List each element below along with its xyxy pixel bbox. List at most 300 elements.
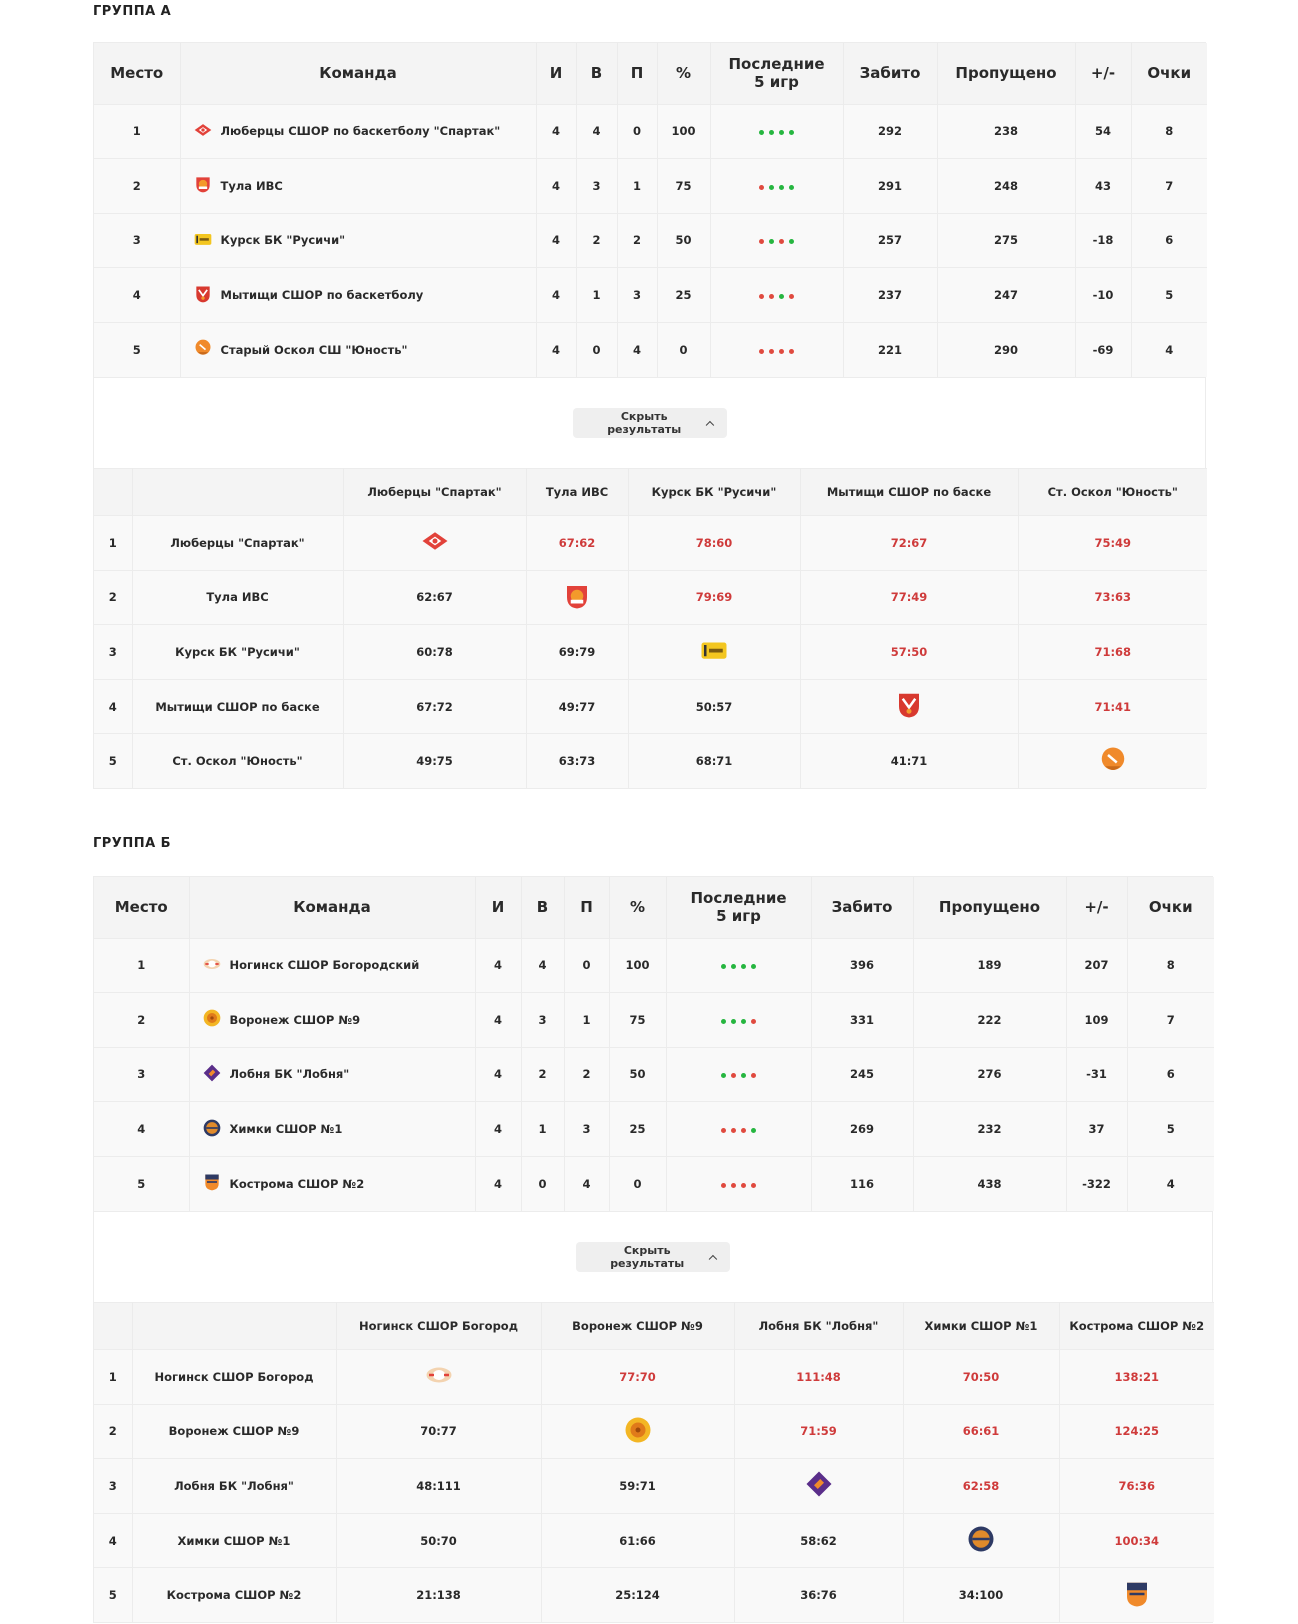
pct-cell: 50 <box>657 213 710 268</box>
crosstable-score-cell[interactable]: 36:76 <box>734 1568 903 1623</box>
header-wins[interactable]: В <box>576 43 617 104</box>
team-cell[interactable] <box>189 993 475 1048</box>
oskol-logo-icon <box>193 338 213 361</box>
win-dot-icon <box>779 130 784 135</box>
crosstable-header-col-2: Воронеж СШОР №9 <box>541 1302 734 1349</box>
loss-dot-icon <box>741 1128 746 1133</box>
team-cell[interactable] <box>180 213 536 268</box>
diff-cell: -10 <box>1075 268 1131 323</box>
conceded-cell: 275 <box>937 213 1075 268</box>
crosstable-score-cell[interactable]: 67:72 <box>343 679 526 734</box>
crosstable-score-cell[interactable]: 70:50 <box>903 1349 1059 1404</box>
voronezh-logo-icon <box>623 1415 653 1448</box>
loss-dot-icon <box>769 349 774 354</box>
crosstable-score-cell[interactable]: 49:77 <box>526 679 628 734</box>
loss-dot-icon <box>751 1073 756 1078</box>
pct-cell: 0 <box>609 1156 666 1211</box>
crosstable-row-team[interactable]: Курск БК "Русичи" <box>132 625 343 680</box>
diff-cell: 207 <box>1066 938 1127 993</box>
team-name[interactable]: Тула ИВС <box>220 178 283 193</box>
crosstable-header-team <box>132 468 343 515</box>
games-cell: 4 <box>536 159 576 214</box>
crosstable-score-cell[interactable]: 50:57 <box>628 679 800 734</box>
win-dot-icon <box>789 130 794 135</box>
wins-cell: 0 <box>521 1156 564 1211</box>
header-pct[interactable]: % <box>657 43 710 104</box>
points-cell: 7 <box>1127 993 1214 1048</box>
win-dot-icon <box>751 1128 756 1133</box>
crosstable-score-cell[interactable]: 63:73 <box>526 734 628 789</box>
last5-cell <box>710 268 843 323</box>
header-conceded[interactable]: Пропущено <box>937 43 1075 104</box>
loss-dot-icon <box>789 294 794 299</box>
crosstable-score-cell[interactable]: 77:49 <box>800 570 1018 625</box>
table-row[interactable] <box>94 268 1207 323</box>
chevron-up-icon <box>706 421 714 429</box>
crosstable-header-num <box>94 1302 132 1349</box>
crosstable-row-team[interactable]: Мытищи СШОР по баске <box>132 679 343 734</box>
last5-cell <box>666 938 811 993</box>
losses-cell: 0 <box>564 938 609 993</box>
pct-cell: 25 <box>657 268 710 323</box>
crosstable-row <box>94 1459 1214 1514</box>
crosstable-row-num: 2 <box>94 1404 132 1459</box>
loss-dot-icon <box>779 349 784 354</box>
games-cell: 4 <box>536 322 576 377</box>
place-cell: 2 <box>94 159 180 214</box>
scored-cell: 331 <box>811 993 913 1048</box>
voronezh-logo-icon <box>202 1008 222 1031</box>
tula-logo-icon <box>193 174 213 197</box>
conceded-cell: 238 <box>937 104 1075 159</box>
last5-cell <box>710 213 843 268</box>
crosstable-score-cell[interactable]: 61:66 <box>541 1513 734 1568</box>
crosstable-row-num: 5 <box>94 1568 132 1623</box>
table-row[interactable] <box>94 993 1214 1048</box>
crosstable-score-cell[interactable]: 75:49 <box>1018 515 1207 570</box>
team-name[interactable]: Ногинск СШОР Богородский <box>229 958 420 973</box>
games-cell: 4 <box>536 213 576 268</box>
header-wins[interactable]: В <box>521 877 564 938</box>
team-cell[interactable] <box>180 268 536 323</box>
crosstable-score-cell[interactable]: 71:41 <box>1018 679 1207 734</box>
hide-results-label: Скрыть результаты <box>607 409 682 436</box>
losses-cell: 1 <box>617 159 657 214</box>
kostroma-logo-icon <box>202 1172 222 1195</box>
header-scored[interactable]: Забито <box>811 877 913 938</box>
team-name[interactable]: Люберцы СШОР по баскетболу "Спартак" <box>220 124 501 139</box>
crosstable-row <box>94 1404 1214 1459</box>
crosstable-header-col-1: Ногинск СШОР Богород <box>336 1302 541 1349</box>
loss-dot-icon <box>759 349 764 354</box>
crosstable-header-col-5: Кострома СШОР №2 <box>1059 1302 1214 1349</box>
crosstable-row-num: 1 <box>94 515 132 570</box>
crosstable-score-cell[interactable]: 60:78 <box>343 625 526 680</box>
crosstable-row-team[interactable]: Лобня БК "Лобня" <box>132 1459 336 1514</box>
scored-cell: 269 <box>811 1102 913 1157</box>
crosstable-header-row <box>94 1302 1214 1349</box>
mytishchi-logo-icon <box>894 690 924 723</box>
crosstable-header-col-2: Тула ИВС <box>526 468 628 515</box>
team-name[interactable]: Кострома СШОР №2 <box>229 1176 365 1191</box>
loss-dot-icon <box>751 1183 756 1188</box>
crosstable-score-cell[interactable]: 67:62 <box>526 515 628 570</box>
diff-cell: 54 <box>1075 104 1131 159</box>
crosstable-row <box>94 1349 1214 1404</box>
team-name[interactable]: Лобня БК "Лобня" <box>229 1067 350 1082</box>
place-cell: 2 <box>94 993 189 1048</box>
diff-cell: 109 <box>1066 993 1127 1048</box>
team-cell[interactable] <box>189 1102 475 1157</box>
crosstable-score-cell[interactable]: 69:79 <box>526 625 628 680</box>
crosstable-score-cell[interactable]: 49:75 <box>343 734 526 789</box>
crosstable-score-cell[interactable]: 62:67 <box>343 570 526 625</box>
header-last5[interactable] <box>710 43 843 104</box>
last5-cell <box>666 1102 811 1157</box>
diff-cell: -322 <box>1066 1156 1127 1211</box>
team-cell[interactable] <box>189 1156 475 1211</box>
points-cell: 8 <box>1131 104 1207 159</box>
crosstable-score-cell[interactable]: 111:48 <box>734 1349 903 1404</box>
games-cell: 4 <box>475 938 521 993</box>
pct-cell: 100 <box>609 938 666 993</box>
crosstable-score-cell[interactable]: 100:34 <box>1059 1513 1214 1568</box>
games-cell: 4 <box>536 104 576 159</box>
loss-dot-icon <box>731 1073 736 1078</box>
crosstable-row <box>94 1568 1214 1623</box>
crosstable-row-num: 2 <box>94 570 132 625</box>
crosstable-score-cell[interactable]: 71:68 <box>1018 625 1207 680</box>
hide-results-button[interactable] <box>576 1242 730 1272</box>
team-name[interactable]: Воронеж СШОР №9 <box>229 1012 361 1027</box>
loss-dot-icon <box>721 1183 726 1188</box>
wins-cell: 3 <box>576 159 617 214</box>
table-row[interactable] <box>94 159 1207 214</box>
crosstable-self-cell <box>541 1404 734 1459</box>
group-a-card <box>93 42 1206 789</box>
crosstable-row-num: 4 <box>94 679 132 734</box>
crosstable-header-row <box>94 468 1207 515</box>
crosstable-score-cell[interactable]: 70:77 <box>336 1404 541 1459</box>
crosstable-row-num: 5 <box>94 734 132 789</box>
scored-cell: 237 <box>843 268 937 323</box>
crosstable-score-cell[interactable]: 68:71 <box>628 734 800 789</box>
win-dot-icon <box>769 239 774 244</box>
win-dot-icon <box>769 185 774 190</box>
khimki-logo-icon <box>966 1524 996 1557</box>
crosstable-score-cell[interactable]: 76:36 <box>1059 1459 1214 1514</box>
crosstable-row <box>94 515 1207 570</box>
header-pct[interactable]: % <box>609 877 666 938</box>
place-cell: 4 <box>94 1102 189 1157</box>
scored-cell: 245 <box>811 1047 913 1102</box>
crosstable-score-cell[interactable]: 50:70 <box>336 1513 541 1568</box>
crosstable-self-cell <box>734 1459 903 1514</box>
win-dot-icon <box>741 964 746 969</box>
crosstable-row-team[interactable]: Ногинск СШОР Богород <box>132 1349 336 1404</box>
group-b-title: ГРУППА Б <box>93 836 172 851</box>
diff-cell: 43 <box>1075 159 1131 214</box>
pct-cell: 50 <box>609 1047 666 1102</box>
khimki-logo-icon <box>202 1118 222 1141</box>
spartak-logo-icon <box>420 526 450 559</box>
table-row[interactable] <box>94 104 1207 159</box>
scored-cell: 257 <box>843 213 937 268</box>
team-cell[interactable] <box>189 938 475 993</box>
games-cell: 4 <box>475 1047 521 1102</box>
last5-cell <box>666 1047 811 1102</box>
crosstable-score-cell[interactable]: 21:138 <box>336 1568 541 1623</box>
crosstable-row <box>94 734 1207 789</box>
win-dot-icon <box>789 185 794 190</box>
wins-cell: 4 <box>576 104 617 159</box>
crosstable-row-team[interactable]: Ст. Оскол "Юность" <box>132 734 343 789</box>
conceded-cell: 276 <box>913 1047 1066 1102</box>
crosstable-row-num: 3 <box>94 1459 132 1514</box>
loss-dot-icon <box>759 294 764 299</box>
noginsk-logo-icon <box>202 954 222 977</box>
crosstable-row-team[interactable]: Тула ИВС <box>132 570 343 625</box>
points-cell: 6 <box>1131 213 1207 268</box>
crosstable-score-cell[interactable]: 34:100 <box>903 1568 1059 1623</box>
header-team[interactable]: Команда <box>189 877 475 938</box>
win-dot-icon <box>789 239 794 244</box>
place-cell: 1 <box>94 104 180 159</box>
pct-cell: 75 <box>657 159 710 214</box>
wins-cell: 2 <box>521 1047 564 1102</box>
group-b-standings-table <box>94 877 1214 1211</box>
crosstable-row <box>94 570 1207 625</box>
header-place[interactable]: Место <box>94 43 180 104</box>
place-cell: 3 <box>94 1047 189 1102</box>
win-dot-icon <box>731 964 736 969</box>
crosstable-score-cell[interactable]: 62:58 <box>903 1459 1059 1514</box>
scored-cell: 116 <box>811 1156 913 1211</box>
pct-cell: 100 <box>657 104 710 159</box>
header-points[interactable]: Очки <box>1127 877 1214 938</box>
last5-cell <box>666 993 811 1048</box>
crosstable-score-cell[interactable]: 48:111 <box>336 1459 541 1514</box>
pct-cell: 25 <box>609 1102 666 1157</box>
lobnya-logo-icon <box>202 1063 222 1086</box>
header-games[interactable]: И <box>475 877 521 938</box>
table-row[interactable] <box>94 938 1214 993</box>
last5-cell <box>710 159 843 214</box>
win-dot-icon <box>779 185 784 190</box>
points-cell: 7 <box>1131 159 1207 214</box>
crosstable-row-num: 3 <box>94 625 132 680</box>
team-cell[interactable] <box>180 322 536 377</box>
losses-cell: 2 <box>617 213 657 268</box>
crosstable-self-cell <box>800 679 1018 734</box>
table-row[interactable] <box>94 213 1207 268</box>
games-cell: 4 <box>536 268 576 323</box>
loss-dot-icon <box>751 1019 756 1024</box>
crosstable-score-cell[interactable]: 58:62 <box>734 1513 903 1568</box>
last5-cell <box>710 104 843 159</box>
crosstable-score-cell[interactable]: 71:59 <box>734 1404 903 1459</box>
header-diff[interactable]: +/- <box>1075 43 1131 104</box>
crosstable-row-team[interactable]: Химки СШОР №1 <box>132 1513 336 1568</box>
losses-cell: 3 <box>564 1102 609 1157</box>
team-cell[interactable] <box>180 104 536 159</box>
crosstable-score-cell[interactable]: 66:61 <box>903 1404 1059 1459</box>
group-b-toggle-row <box>94 1211 1212 1302</box>
header-games[interactable]: И <box>536 43 576 104</box>
chevron-up-icon <box>709 1255 717 1263</box>
win-dot-icon <box>721 964 726 969</box>
header-last5[interactable] <box>666 877 811 938</box>
scored-cell: 221 <box>843 322 937 377</box>
standings-header-row <box>94 43 1207 104</box>
losses-cell: 3 <box>617 268 657 323</box>
crosstable-score-cell[interactable]: 72:67 <box>800 515 1018 570</box>
crosstable-score-cell[interactable]: 124:25 <box>1059 1404 1214 1459</box>
conceded-cell: 247 <box>937 268 1075 323</box>
conceded-cell: 438 <box>913 1156 1066 1211</box>
losses-cell: 4 <box>617 322 657 377</box>
points-cell: 4 <box>1131 322 1207 377</box>
scored-cell: 291 <box>843 159 937 214</box>
table-row[interactable] <box>94 1156 1214 1211</box>
points-cell: 5 <box>1131 268 1207 323</box>
win-dot-icon <box>741 1019 746 1024</box>
wins-cell: 0 <box>576 322 617 377</box>
team-name[interactable]: Курск БК "Русичи" <box>220 233 346 248</box>
loss-dot-icon <box>759 185 764 190</box>
header-diff[interactable]: +/- <box>1066 877 1127 938</box>
crosstable-row-team[interactable]: Воронеж СШОР №9 <box>132 1404 336 1459</box>
crosstable-self-cell <box>628 625 800 680</box>
crosstable-row <box>94 625 1207 680</box>
win-dot-icon <box>731 1019 736 1024</box>
oskol-logo-icon <box>1098 745 1128 778</box>
crosstable-self-cell <box>336 1349 541 1404</box>
lobnya-logo-icon <box>804 1469 834 1502</box>
group-a-title: ГРУППА А <box>93 4 172 19</box>
losses-cell: 4 <box>564 1156 609 1211</box>
crosstable-row-num: 1 <box>94 1349 132 1404</box>
pct-cell: 0 <box>657 322 710 377</box>
crosstable-self-cell <box>1018 734 1207 789</box>
conceded-cell: 189 <box>913 938 1066 993</box>
diff-cell: -18 <box>1075 213 1131 268</box>
games-cell: 4 <box>475 1156 521 1211</box>
crosstable-header-col-5: Ст. Оскол "Юность" <box>1018 468 1207 515</box>
hide-results-button[interactable] <box>573 408 727 438</box>
noginsk-logo-icon <box>424 1360 454 1393</box>
header-losses[interactable]: П <box>564 877 609 938</box>
crosstable-self-cell <box>1059 1568 1214 1623</box>
crosstable-header-col-3: Курск БК "Русичи" <box>628 468 800 515</box>
header-conceded[interactable]: Пропущено <box>913 877 1066 938</box>
wins-cell: 2 <box>576 213 617 268</box>
header-scored[interactable]: Забито <box>843 43 937 104</box>
win-dot-icon <box>759 130 764 135</box>
win-dot-icon <box>721 1073 726 1078</box>
loss-dot-icon <box>731 1128 736 1133</box>
header-place[interactable]: Место <box>94 877 189 938</box>
table-row[interactable] <box>94 322 1207 377</box>
conceded-cell: 248 <box>937 159 1075 214</box>
crosstable-header-col-4: Химки СШОР №1 <box>903 1302 1059 1349</box>
loss-dot-icon <box>741 1183 746 1188</box>
spartak-logo-icon <box>193 120 213 143</box>
hide-results-label: Скрыть результаты <box>610 1243 685 1270</box>
team-name[interactable]: Химки СШОР №1 <box>229 1122 343 1137</box>
table-row[interactable] <box>94 1047 1214 1102</box>
games-cell: 4 <box>475 993 521 1048</box>
crosstable-header-col-3: Лобня БК "Лобня" <box>734 1302 903 1349</box>
diff-cell: 37 <box>1066 1102 1127 1157</box>
crosstable-row-team[interactable]: Кострома СШОР №2 <box>132 1568 336 1623</box>
loss-dot-icon <box>779 239 784 244</box>
scored-cell: 292 <box>843 104 937 159</box>
place-cell: 1 <box>94 938 189 993</box>
last5-cell <box>666 1156 811 1211</box>
place-cell: 5 <box>94 1156 189 1211</box>
crosstable-score-cell[interactable]: 57:50 <box>800 625 1018 680</box>
rusichi-logo-icon <box>193 229 213 252</box>
points-cell: 8 <box>1127 938 1214 993</box>
kostroma-logo-icon <box>1122 1579 1152 1612</box>
mytishchi-logo-icon <box>193 284 213 307</box>
games-cell: 4 <box>475 1102 521 1157</box>
group-b-card <box>93 876 1213 1623</box>
crosstable-score-cell[interactable]: 78:60 <box>628 515 800 570</box>
team-name[interactable]: Мытищи СШОР по баскетболу <box>220 288 424 303</box>
win-dot-icon <box>779 294 784 299</box>
crosstable-self-cell <box>343 515 526 570</box>
crosstable-score-cell[interactable]: 79:69 <box>628 570 800 625</box>
group-a-toggle-row <box>94 377 1205 468</box>
header-last5-label: Последние 5 игр <box>728 55 825 92</box>
loss-dot-icon <box>759 239 764 244</box>
loss-dot-icon <box>731 1183 736 1188</box>
crosstable-row-team[interactable]: Люберцы "Спартак" <box>132 515 343 570</box>
team-cell[interactable] <box>180 159 536 214</box>
header-points[interactable]: Очки <box>1131 43 1207 104</box>
group-a-standings-table <box>94 43 1207 377</box>
crosstable-score-cell[interactable]: 41:71 <box>800 734 1018 789</box>
crosstable-score-cell[interactable]: 25:124 <box>541 1568 734 1623</box>
table-row[interactable] <box>94 1102 1214 1157</box>
win-dot-icon <box>751 964 756 969</box>
team-cell[interactable] <box>189 1047 475 1102</box>
win-dot-icon <box>721 1019 726 1024</box>
crosstable-score-cell[interactable]: 77:70 <box>541 1349 734 1404</box>
crosstable-score-cell[interactable]: 138:21 <box>1059 1349 1214 1404</box>
standings-header-row <box>94 877 1214 938</box>
scored-cell: 396 <box>811 938 913 993</box>
crosstable-score-cell[interactable]: 59:71 <box>541 1459 734 1514</box>
diff-cell: -69 <box>1075 322 1131 377</box>
header-team[interactable]: Команда <box>180 43 536 104</box>
team-name[interactable]: Старый Оскол СШ "Юность" <box>220 342 408 357</box>
crosstable-self-cell <box>526 570 628 625</box>
crosstable-row <box>94 679 1207 734</box>
last5-cell <box>710 322 843 377</box>
header-losses[interactable]: П <box>617 43 657 104</box>
group-b-crosstable <box>94 1302 1214 1622</box>
crosstable-score-cell[interactable]: 73:63 <box>1018 570 1207 625</box>
tula-logo-icon <box>562 581 592 614</box>
losses-cell: 2 <box>564 1047 609 1102</box>
wins-cell: 1 <box>576 268 617 323</box>
loss-dot-icon <box>769 294 774 299</box>
points-cell: 4 <box>1127 1156 1214 1211</box>
place-cell: 4 <box>94 268 180 323</box>
